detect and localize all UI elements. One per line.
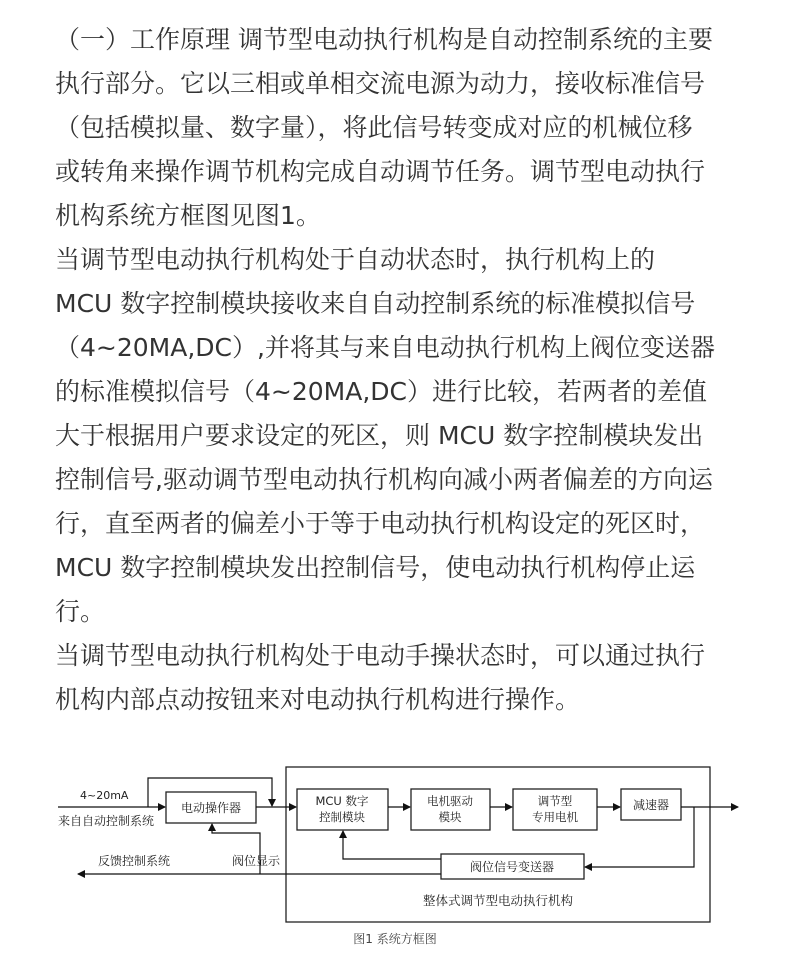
- article-body: [55, 18, 790, 722]
- text-line: 的标准模拟信号（4~20MA,DC）进行比较，若两者的差值: [55, 377, 707, 406]
- text-line: （包括模拟量、数字量），将此信号转变成对应的机械位移: [55, 113, 693, 142]
- text-line: 控制信号,驱动调节型电动执行机构向减小两者偏差的方向运: [55, 465, 713, 494]
- manual-operator-label: 电动操作器: [180, 801, 242, 815]
- text-line: MCU 数字控制模块接收来自自动控制系统的标准模拟信号: [55, 289, 696, 318]
- text-line: 机构系统方框图见图1。: [55, 201, 321, 230]
- text-line: 机构内部点动按钮来对电动执行机构进行操作。: [55, 685, 581, 714]
- text-line: 行，直至两者的偏差小于等于电动执行机构设定的死区时，: [55, 509, 706, 538]
- position-display-label: 阀位显示: [232, 854, 281, 868]
- driver-label-line2: 模块: [438, 810, 462, 824]
- system-block-diagram: [0, 755, 800, 970]
- mcu-label-line2: 控制模块: [319, 810, 365, 824]
- text-line: （一）工作原理 调节型电动执行机构是自动控制系统的主要: [55, 25, 713, 54]
- motor-label-line2: 专用电机: [532, 810, 578, 824]
- motor-label-line1: 调节型: [537, 794, 573, 808]
- enclosure-label: 整体式调节型电动执行机构: [422, 893, 574, 908]
- text-line: 当调节型电动执行机构处于电动手操状态时，可以通过执行: [55, 641, 706, 670]
- text-line: MCU 数字控制模块发出控制信号，使电动执行机构停止运: [55, 553, 696, 582]
- driver-label-line1: 电机驱动: [427, 794, 473, 808]
- transmitter-to-mcu-line: [343, 831, 441, 859]
- paragraph-auto-mode: [55, 238, 790, 634]
- text-line: 大于根据用户要求设定的死区，则 MCU 数字控制模块发出: [55, 421, 704, 450]
- text-line: 行。: [55, 597, 106, 626]
- text-line: 或转角来操作调节机构完成自动调节任务。调节型电动执行: [55, 157, 706, 186]
- input-source-label: 来自自动控制系统: [58, 814, 155, 828]
- reducer-label: 减速器: [632, 798, 670, 812]
- input-signal-label: 4~20mA: [80, 789, 129, 802]
- block-diagram-svg: [0, 755, 800, 970]
- transmitter-label: 阀位信号变送器: [469, 860, 555, 874]
- text-line: 执行部分。它以三相或单相交流电源为动力，接收标准信号: [55, 69, 706, 98]
- mcu-label-line1: MCU 数字: [315, 794, 369, 808]
- figure-caption: 图1 系统方框图: [353, 932, 437, 946]
- paragraph-manual-mode: [55, 634, 790, 722]
- feedback-label: 反馈控制系统: [98, 854, 171, 868]
- text-line: （4~20MA,DC）,并将其与来自电动执行机构上阀位变送器: [55, 333, 715, 362]
- paragraph-working-principle: [55, 18, 790, 238]
- text-line: 当调节型电动执行机构处于自动状态时，执行机构上的: [55, 245, 656, 274]
